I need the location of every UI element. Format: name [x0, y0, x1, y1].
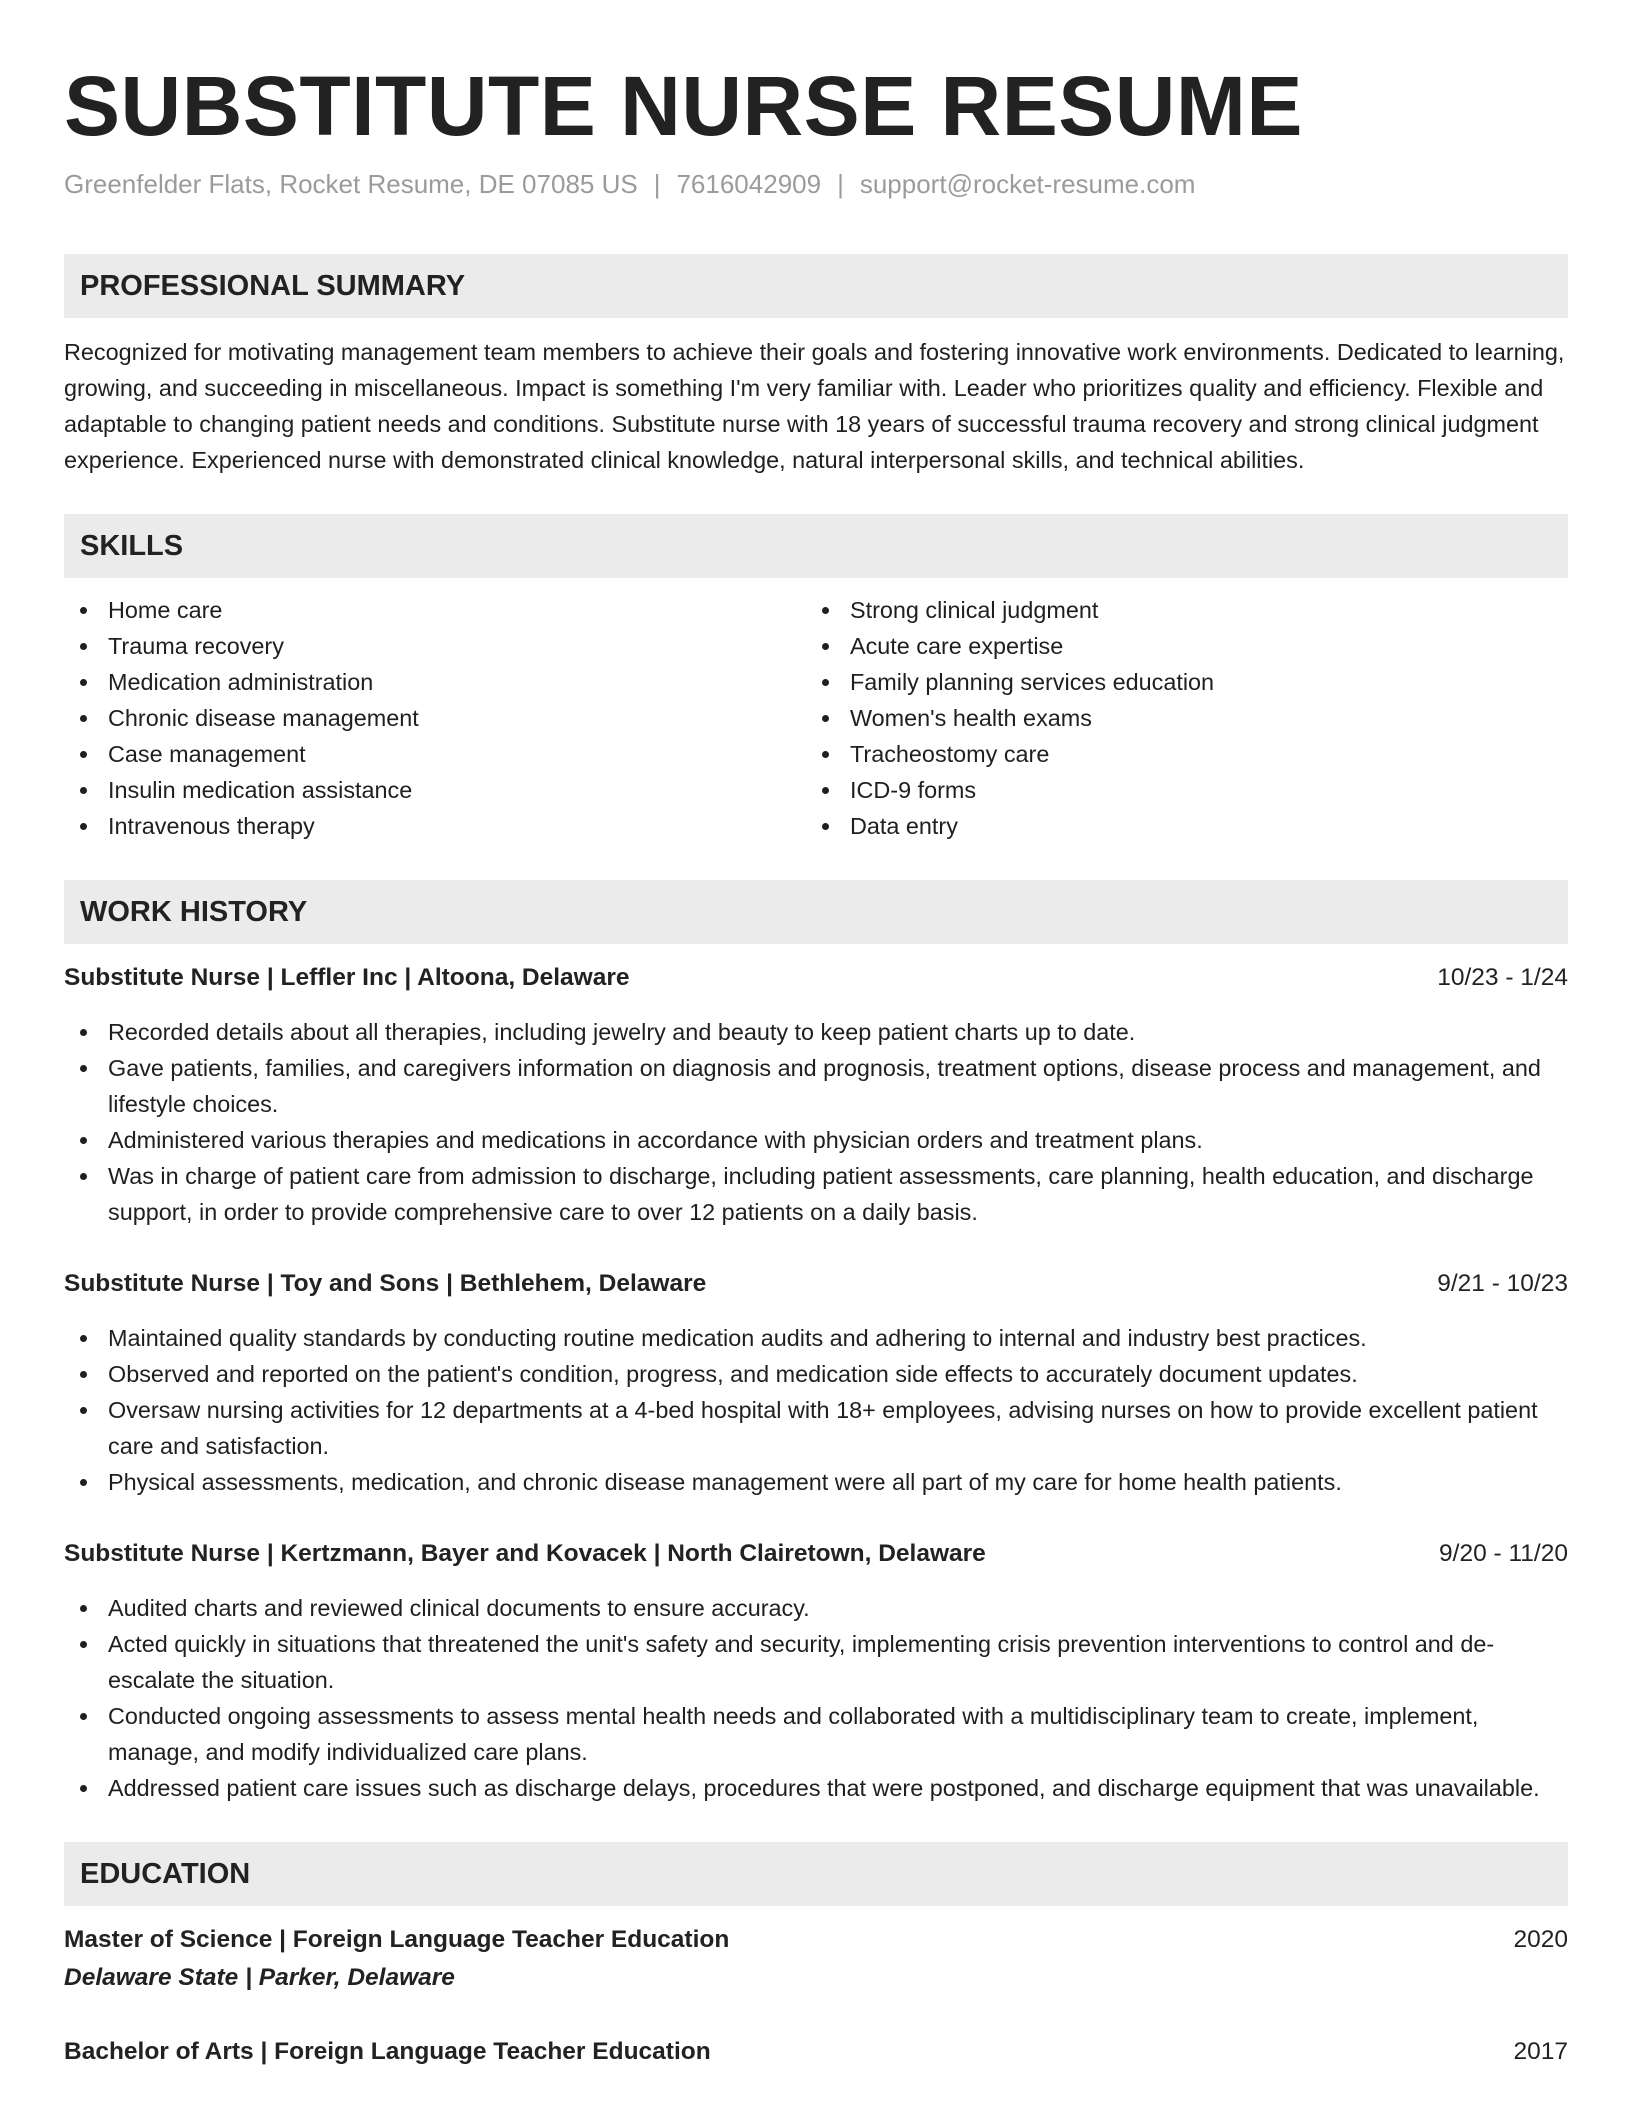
- education-year: 2020: [1513, 1926, 1568, 1953]
- job-dates: 10/23 - 1/24: [1437, 964, 1568, 991]
- job-title: Substitute Nurse | Kertzmann, Bayer and Kovacek | North Clairetown, Delaware: [64, 1540, 986, 1567]
- job-bullet: Was in charge of patient care from admission to discharge, including patient assessments, care planning, health education, and discharge support, in order to provide comprehensive care to over 12 patients on a daily basis.: [64, 1158, 1568, 1230]
- job-dates: 9/20 - 11/20: [1439, 1540, 1568, 1567]
- job-bullet: Gave patients, families, and caregivers information on diagnosis and prognosis, treatment options, disease process and management, and lifestyle choices.: [64, 1050, 1568, 1122]
- skill-item: Intravenous therapy: [64, 808, 806, 844]
- education-school: Delaware State | Parker, Delaware: [64, 1964, 455, 1991]
- education-entry: [64, 1922, 1568, 1996]
- skill-item: ICD-9 forms: [806, 772, 1548, 808]
- job-bullet: Physical assessments, medication, and chronic disease management were all part of my care for home health patients.: [64, 1464, 1568, 1500]
- education-year: 2017: [1513, 2038, 1568, 2065]
- job-bullets: [64, 1014, 1568, 1230]
- section-header-education: EDUCATION: [64, 1842, 1568, 1906]
- resume-page: [64, 56, 1568, 2070]
- skill-item: Home care: [64, 592, 806, 628]
- job-bullet: Maintained quality standards by conducting routine medication audits and adhering to internal and industry best practices.: [64, 1320, 1568, 1356]
- education-degree: Bachelor of Arts | Foreign Language Teacher Education: [64, 2038, 711, 2065]
- job-bullet: Addressed patient care issues such as discharge delays, procedures that were postponed, and discharge equipment that was unavailable.: [64, 1770, 1568, 1806]
- contact-email: support@rocket-resume.com: [859, 169, 1196, 199]
- skill-item: Family planning services education: [806, 664, 1548, 700]
- contact-address: Greenfelder Flats, Rocket Resume, DE 07085 US: [64, 169, 638, 199]
- contact-separator: |: [837, 169, 844, 199]
- job-bullet: Administered various therapies and medications in accordance with physician orders and treatment plans.: [64, 1122, 1568, 1158]
- job-bullet: Audited charts and reviewed clinical documents to ensure accuracy.: [64, 1590, 1568, 1626]
- skills-column-right: [806, 592, 1548, 844]
- skills-column-left: [64, 592, 806, 844]
- job-header: [64, 960, 1568, 996]
- job-bullet: Acted quickly in situations that threatened the unit's safety and security, implementing crisis prevention interventions to control and de-escalate the situation.: [64, 1626, 1568, 1698]
- skill-item: Insulin medication assistance: [64, 772, 806, 808]
- skill-item: Medication administration: [64, 664, 806, 700]
- education-entry: [64, 2034, 1568, 2070]
- summary-text: Recognized for motivating management team members to achieve their goals and fostering innovative work environments. Dedicated to learning, growing, and succeeding in miscellaneous. Impact is something I'm very familiar with. Leader who prioritizes quality and efficiency. Flexible and adaptable to changing patient needs and conditions. Substitute nurse with 18 years of successful trauma recovery and strong clinical judgment experience. Experienced nurse with demonstrated clinical knowledge, natural interpersonal skills, and technical abilities.: [64, 339, 1565, 473]
- job-bullet: Observed and reported on the patient's condition, progress, and medication side effects to accurately document updates.: [64, 1356, 1568, 1392]
- skill-item: Acute care expertise: [806, 628, 1548, 664]
- job-bullets: [64, 1320, 1568, 1500]
- job-entry: [64, 1266, 1568, 1500]
- job-entry: [64, 1536, 1568, 1806]
- job-bullet: Recorded details about all therapies, including jewelry and beauty to keep patient charts up to date.: [64, 1014, 1568, 1050]
- job-dates: 9/21 - 10/23: [1437, 1270, 1568, 1297]
- contact-line: [64, 166, 1568, 202]
- job-header: [64, 1266, 1568, 1302]
- job-title: Substitute Nurse | Leffler Inc | Altoona, Delaware: [64, 964, 630, 991]
- resume-title: SUBSTITUTE NURSE RESUME: [64, 59, 1303, 153]
- skill-item: Chronic disease management: [64, 700, 806, 736]
- job-bullet: Oversaw nursing activities for 12 departments at a 4-bed hospital with 18+ employees, advising nurses on how to provide excellent patient care and satisfaction.: [64, 1392, 1568, 1464]
- job-bullet: Conducted ongoing assessments to assess mental health needs and collaborated with a multidisciplinary team to create, implement, manage, and modify individualized care plans.: [64, 1698, 1568, 1770]
- skill-item: Strong clinical judgment: [806, 592, 1548, 628]
- contact-phone: 7616042909: [676, 169, 822, 199]
- job-entry: [64, 960, 1568, 1230]
- section-header-summary: PROFESSIONAL SUMMARY: [64, 254, 1568, 318]
- education-header: [64, 2034, 1568, 2070]
- skills-list: [64, 592, 1568, 844]
- section-header-work-history: WORK HISTORY: [64, 880, 1568, 944]
- skill-item: Trauma recovery: [64, 628, 806, 664]
- education-header: [64, 1922, 1568, 1958]
- job-bullets: [64, 1590, 1568, 1806]
- skill-item: Data entry: [806, 808, 1548, 844]
- job-title: Substitute Nurse | Toy and Sons | Bethlehem, Delaware: [64, 1270, 707, 1297]
- skill-item: Women's health exams: [806, 700, 1548, 736]
- skill-item: Case management: [64, 736, 806, 772]
- section-header-skills: SKILLS: [64, 514, 1568, 578]
- skill-item: Tracheostomy care: [806, 736, 1548, 772]
- job-header: [64, 1536, 1568, 1572]
- education-degree: Master of Science | Foreign Language Teacher Education: [64, 1926, 730, 1953]
- contact-separator: |: [653, 169, 661, 199]
